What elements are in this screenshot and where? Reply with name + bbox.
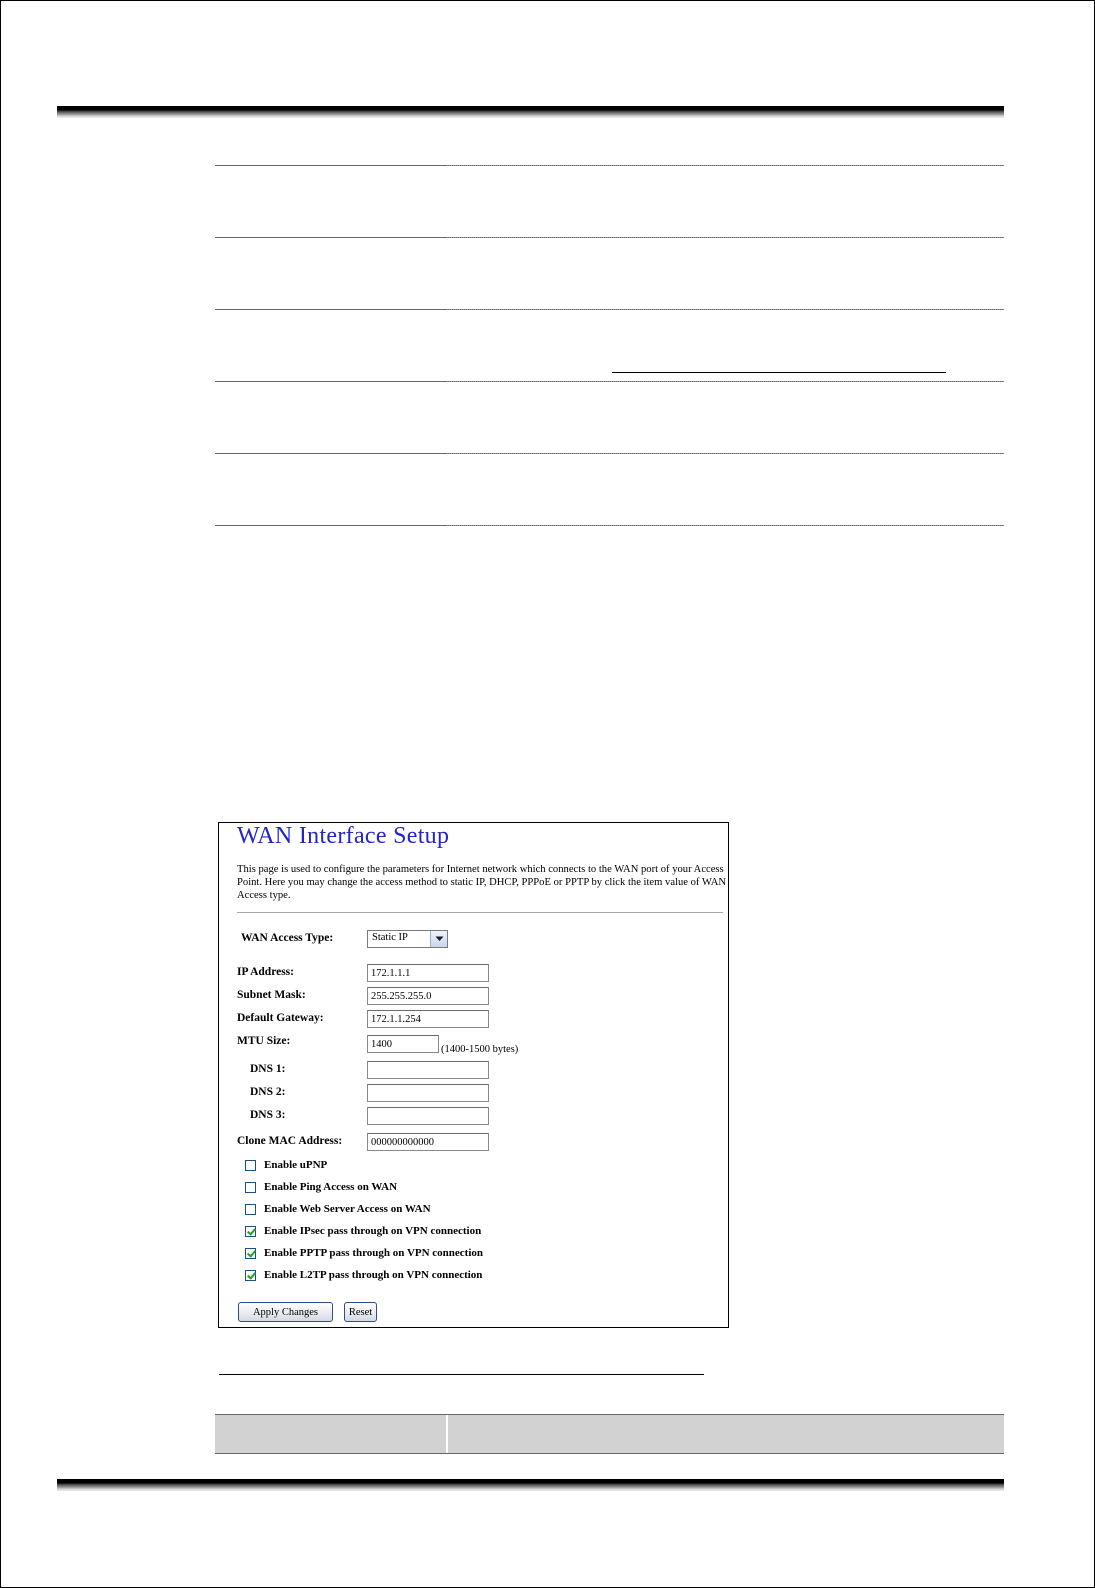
mtu-units: (1400-1500 bytes): [441, 1044, 519, 1055]
checkbox-label: Enable Web Server Access on WAN: [264, 1203, 431, 1215]
divider: [237, 912, 723, 913]
wan-access-type-label: WAN Access Type:: [241, 932, 334, 944]
table-rule: [215, 453, 1004, 454]
table-rule: [215, 165, 1004, 166]
checkbox-label: Enable PPTP pass through on VPN connection: [264, 1247, 484, 1259]
table-header-cell: [448, 1415, 1004, 1453]
mtu-size-label: MTU Size:: [237, 1035, 291, 1047]
subnet-mask-label: Subnet Mask:: [237, 989, 306, 1001]
underline: [612, 372, 946, 373]
wan-access-type-select[interactable]: [367, 930, 448, 948]
dns1-input[interactable]: [367, 1061, 489, 1079]
checkbox-l2tp[interactable]: [245, 1270, 256, 1281]
header-bar: [57, 106, 1004, 118]
checkbox-ipsec[interactable]: [245, 1226, 256, 1237]
checkbox-label: Enable uPNP: [264, 1159, 328, 1171]
apply-changes-button[interactable]: Apply Changes: [238, 1302, 333, 1322]
checkbox-ping[interactable]: [245, 1182, 256, 1193]
clone-mac-label: Clone MAC Address:: [237, 1135, 343, 1147]
table-rule: [215, 309, 1004, 310]
footer-bar: [57, 1479, 1004, 1491]
subnet-mask-input[interactable]: [367, 987, 489, 1005]
chevron-down-icon[interactable]: [430, 931, 447, 947]
wan-setup-panel: [218, 822, 729, 1328]
dns2-input[interactable]: [367, 1084, 489, 1102]
default-gateway-input[interactable]: [367, 1010, 489, 1028]
wan-access-type-value: Static IP: [372, 932, 408, 943]
reset-button[interactable]: Reset: [344, 1302, 377, 1322]
dns3-input[interactable]: [367, 1107, 489, 1125]
checkbox-upnp[interactable]: [245, 1160, 256, 1171]
dns2-label: DNS 2:: [250, 1086, 286, 1098]
checkbox-label: Enable IPsec pass through on VPN connection: [264, 1225, 482, 1237]
clone-mac-input[interactable]: [367, 1133, 489, 1151]
ip-address-label: IP Address:: [237, 966, 294, 978]
table-header-row: [215, 1414, 1004, 1454]
checkbox-pptp[interactable]: [245, 1248, 256, 1259]
checkbox-web-server[interactable]: [245, 1204, 256, 1215]
table-rule: [215, 237, 1004, 238]
checkbox-label: Enable L2TP pass through on VPN connection: [264, 1269, 483, 1281]
mtu-size-input[interactable]: [367, 1035, 439, 1053]
panel-title: WAN Interface Setup: [237, 823, 450, 849]
checkbox-label: Enable Ping Access on WAN: [264, 1181, 398, 1193]
table-rule: [215, 381, 1004, 382]
dns3-label: DNS 3:: [250, 1109, 286, 1121]
dns1-label: DNS 1:: [250, 1063, 286, 1075]
panel-description: This page is used to configure the parameters for Internet network which connects to the WAN port of your Access Point. Here you may change the access method to static IP, DHCP, PPPoE or PPTP by click the item value of WAN Access type.: [237, 864, 727, 901]
default-gateway-label: Default Gateway:: [237, 1012, 324, 1024]
underline: [219, 1374, 704, 1375]
ip-address-input[interactable]: [367, 964, 489, 982]
table-header-cell: [215, 1415, 448, 1453]
table-rule: [215, 525, 1004, 526]
